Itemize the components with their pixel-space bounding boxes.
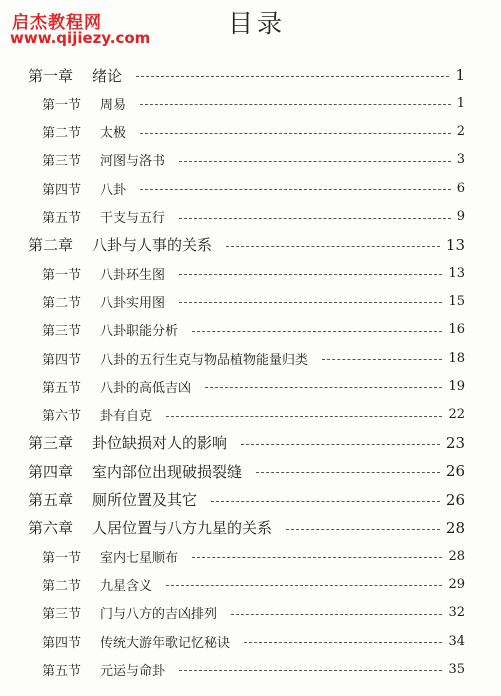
toc-entry-page: 6 (456, 180, 465, 196)
toc-entry-title: 八卦实用图 (100, 295, 166, 311)
toc-chapter-row (0, 430, 501, 456)
toc-entry-title: 周易 (100, 97, 127, 113)
toc-section-row (0, 147, 501, 173)
toc-entry-title: 八卦与人事的关系 (92, 236, 213, 255)
toc-entry-title: 卦有自克 (100, 409, 153, 425)
toc-entry-page: 28 (445, 518, 465, 537)
toc-section-row (0, 402, 501, 428)
toc-leader-dots (179, 218, 451, 219)
toc-leader-dots (140, 104, 451, 105)
toc-section-row (0, 543, 501, 569)
toc-entry-page: 29 (448, 576, 465, 592)
watermark-url: www.qijiezy.com (10, 29, 151, 47)
toc-entry-number: 第三节 (42, 607, 82, 623)
toc-entry-title: 元运与命卦 (100, 663, 166, 679)
toc-entry-title: 厕所位置及其它 (92, 491, 198, 509)
toc-leader-dots (226, 246, 440, 247)
toc-entry-title: 八卦的五行生克与物品植物能量归类 (100, 352, 309, 368)
toc-leader-dots (192, 557, 442, 558)
toc-entry-title: 传统大游年歌记忆秘诀 (100, 635, 231, 651)
toc-entry-number: 第五章 (28, 491, 74, 509)
toc-leader-dots (205, 387, 442, 388)
toc-section-row (0, 571, 501, 597)
toc-leader-dots (241, 444, 440, 445)
toc-entry-number: 第三节 (42, 154, 82, 170)
toc-leader-dots (136, 76, 449, 77)
toc-entry-page: 19 (448, 378, 465, 394)
toc-entry-page: 16 (448, 322, 465, 338)
toc-section-row (0, 288, 501, 314)
toc-entry-number: 第五节 (42, 380, 82, 396)
toc-entry-page: 15 (448, 293, 465, 309)
toc-entry-number: 第六章 (28, 519, 74, 538)
toc-section-row (0, 90, 501, 116)
toc-entry-number: 第一节 (42, 97, 82, 113)
toc-leader-dots (179, 274, 442, 275)
toc-leader-dots (179, 302, 442, 303)
toc-chapter-row (0, 232, 501, 258)
toc-leader-dots (179, 161, 451, 162)
toc-chapter-row (0, 515, 501, 541)
toc-entry-page: 18 (448, 350, 465, 366)
toc-chapter-row (0, 487, 501, 513)
toc-section-row (0, 119, 501, 145)
toc-entry-title: 干支与五行 (100, 211, 166, 226)
toc-entry-title: 太极 (100, 126, 127, 142)
toc-entry-title: 人居位置与八方九星的关系 (92, 519, 273, 538)
page-title: 目录 (228, 9, 287, 38)
toc-entry-page: 26 (445, 490, 465, 509)
toc-entry-page: 28 (448, 548, 465, 564)
toc-section-row (0, 345, 501, 371)
toc-entry-title: 室内七星顺布 (100, 550, 179, 566)
toc-leader-dots (140, 133, 451, 134)
toc-entry-page: 13 (448, 265, 465, 281)
toc-leader-dots (192, 331, 442, 332)
toc-section-row (0, 317, 501, 343)
toc-entry-number: 第四节 (42, 635, 82, 651)
toc-entry-number: 第二章 (28, 236, 74, 255)
toc-entry-number: 第三章 (28, 434, 74, 453)
toc-entry-title: 八卦职能分析 (100, 324, 179, 340)
toc-entry-page: 3 (456, 152, 465, 168)
toc-entry-number: 第一章 (28, 66, 74, 85)
toc-leader-dots (179, 670, 442, 671)
toc-entry-number: 第四节 (42, 352, 82, 368)
toc-leader-dots (231, 614, 442, 615)
toc-entry-number: 第一节 (42, 267, 82, 283)
toc-leader-dots (166, 416, 442, 417)
toc-entry-number: 第五节 (42, 663, 82, 679)
toc-entry-title: 河图与洛书 (100, 154, 166, 170)
toc-entry-page: 13 (445, 235, 465, 254)
toc-entry-page: 35 (448, 661, 465, 677)
toc-leader-dots (322, 359, 442, 360)
toc-entry-number: 第二节 (42, 126, 82, 142)
toc-entry-page: 26 (445, 462, 465, 481)
toc-section-row (0, 656, 501, 682)
toc-leader-dots (211, 501, 440, 502)
toc-entry-number: 第六节 (42, 409, 82, 425)
toc-entry-page: 1 (455, 66, 465, 84)
toc-entry-title: 卦位缺损对人的影响 (92, 434, 228, 453)
toc-entry-page: 32 (448, 605, 465, 621)
toc-entry-title: 八卦的高低吉凶 (100, 380, 192, 396)
toc-entry-page: 2 (456, 124, 465, 140)
toc-leader-dots (166, 585, 442, 586)
toc-entry-number: 第五节 (42, 211, 82, 226)
toc-entry-title: 九星含义 (100, 578, 153, 594)
toc-entry-title: 八卦环生图 (100, 267, 166, 283)
toc-chapter-row (0, 62, 501, 88)
toc-entry-title: 室内部位出现破损裂缝 (92, 462, 243, 481)
toc-section-row (0, 373, 501, 399)
toc-entry-number: 第一节 (42, 550, 82, 566)
toc-section-row (0, 600, 501, 626)
toc-leader-dots (244, 642, 442, 643)
toc-entry-number: 第四节 (42, 182, 82, 198)
toc-entry-number: 第二节 (42, 578, 82, 594)
toc-chapter-row (0, 458, 501, 484)
toc-entry-title: 门与八方的吉凶排列 (100, 607, 218, 623)
toc-entry-number: 第二节 (42, 295, 82, 311)
toc-entry-title: 绪论 (92, 66, 123, 85)
watermark-site-name: 启杰教程网 (12, 13, 102, 33)
toc-leader-dots (256, 472, 440, 473)
toc-entry-page: 9 (456, 209, 465, 224)
toc-entry-number: 第三节 (42, 324, 82, 340)
toc-entry-page: 1 (456, 95, 465, 111)
toc-section-row (0, 204, 501, 230)
toc-section-row (0, 260, 501, 286)
toc-entry-page: 23 (445, 433, 465, 452)
toc-entry-title: 八卦 (100, 182, 127, 198)
toc-section-row (0, 628, 501, 654)
toc-leader-dots (286, 529, 440, 530)
toc-entry-page: 22 (448, 407, 465, 423)
toc-leader-dots (140, 189, 451, 190)
toc-entry-page: 34 (448, 633, 465, 649)
toc-section-row (0, 175, 501, 201)
toc-entry-number: 第四章 (28, 462, 74, 481)
